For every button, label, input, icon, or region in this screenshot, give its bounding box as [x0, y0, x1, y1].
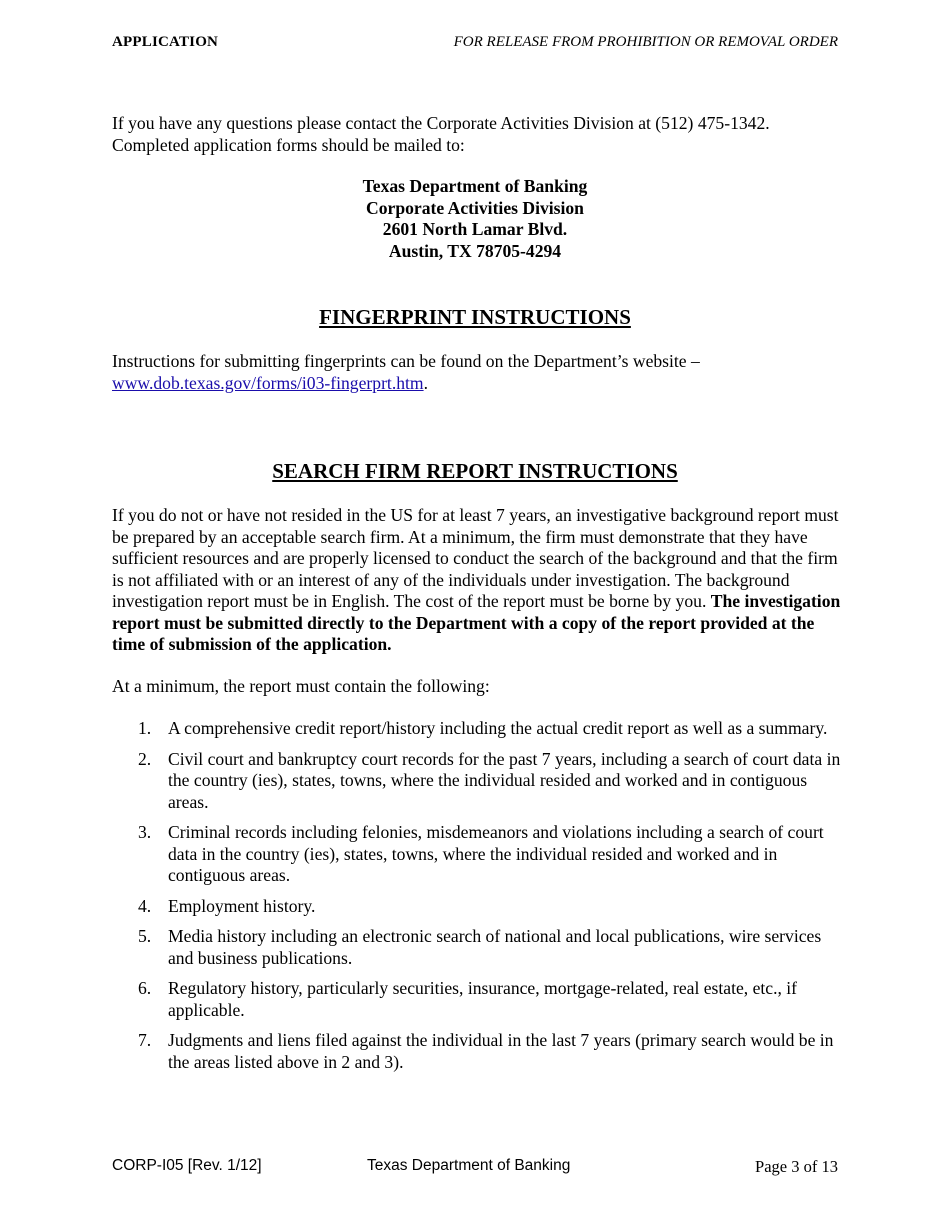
list-item-number: 7.: [138, 1030, 152, 1050]
fingerprint-website-link[interactable]: www.dob.texas.gov/forms/i03-fingerprt.htm: [112, 372, 424, 393]
search-firm-paragraph: [112, 505, 842, 656]
mailing-line: Completed application forms should be mailed to:: [112, 134, 465, 155]
list-item-text: Judgments and liens filed against the individual in the last 7 years (primary search would be in the areas listed above in 2 and 3).: [168, 1030, 834, 1072]
list-item-number: 1.: [138, 718, 152, 738]
list-item-text: A comprehensive credit report/history including the actual credit report as well as a summary.: [168, 718, 828, 738]
list-item-text: Regulatory history, particularly securities, insurance, mortgage-related, real estate, etc., if applicable.: [168, 978, 798, 1020]
list-item-number: 5.: [138, 926, 152, 946]
address-line-2: Corporate Activities Division: [366, 197, 584, 218]
list-item-number: 2.: [138, 748, 152, 769]
list-item-number: 3.: [138, 822, 152, 842]
list-item: [112, 822, 842, 887]
list-item: [112, 1030, 842, 1073]
fingerprint-section-title: FINGERPRINT INSTRUCTIONS: [319, 305, 631, 329]
list-item: [112, 749, 842, 814]
search-firm-text: [112, 505, 842, 656]
list-item-text: Media history including an electronic search of national and local publications, wire services and business publications.: [168, 926, 822, 968]
footer-page-number: Page 3 of 13: [755, 1157, 838, 1176]
minimum-intro: At a minimum, the report must contain the following:: [112, 676, 490, 696]
search-firm-bold-text: The investigation report must be submitted directly to the Department with a copy of the report provided at the time of submission of the application.: [112, 591, 841, 654]
contact-paragraph: [112, 113, 842, 156]
footer-form-number: CORP-I05 [Rev. 1/12]: [112, 1157, 262, 1174]
report-requirements-list: [112, 718, 842, 1082]
address-line-4: Austin, TX 78705-4294: [388, 240, 562, 261]
link-suffix: .: [423, 372, 428, 393]
list-item-text: Civil court and bankruptcy court records for the past 7 years, including a search of court data in the country (ies), states, towns, where the individual resided and worked and in contiguous areas.: [168, 748, 841, 812]
fingerprint-paragraph: [112, 351, 842, 394]
search-firm-body: If you do not or have not resided in the US for at least 7 years, an investigative background report must be prepared by an acceptable search firm. At a minimum, the firm must demonstrate that they have sufficient resources and are properly licensed to conduct the search of the background and that the firm is not affiliated with or an interest of any of the individuals under investigation. The background investigation report must be in English. The cost of the report must be borne by you.: [112, 505, 839, 611]
list-item: [112, 718, 842, 740]
list-item-number: 4.: [138, 895, 152, 916]
list-item-text: Employment history.: [168, 895, 316, 916]
address-line-3: 2601 North Lamar Blvd.: [382, 219, 568, 239]
list-item-number: 6.: [138, 978, 152, 998]
header-form-title: FOR RELEASE FROM PROHIBITION OR REMOVAL ORDER: [453, 34, 838, 50]
fingerprint-link-line: [112, 373, 842, 395]
list-item: [112, 978, 842, 1021]
footer-agency: Texas Department of Banking: [367, 1157, 571, 1174]
list-item: [112, 926, 842, 969]
fingerprint-text: Instructions for submitting fingerprints can be found on the Department’s website –: [112, 351, 700, 371]
mailing-address: [0, 176, 950, 262]
contact-line: If you have any questions please contact the Corporate Activities Division at (512) 475-1342.: [112, 113, 770, 133]
list-item-text: Criminal records including felonies, misdemeanors and violations including a search of court data in the country (ies), states, towns, where the individual resided and worked and in contiguous areas.: [168, 822, 824, 885]
header-form-type: APPLICATION: [112, 34, 219, 50]
search-firm-section-title: SEARCH FIRM REPORT INSTRUCTIONS: [272, 459, 678, 483]
address-line-1: Texas Department of Banking: [362, 176, 588, 196]
list-item: [112, 896, 842, 918]
